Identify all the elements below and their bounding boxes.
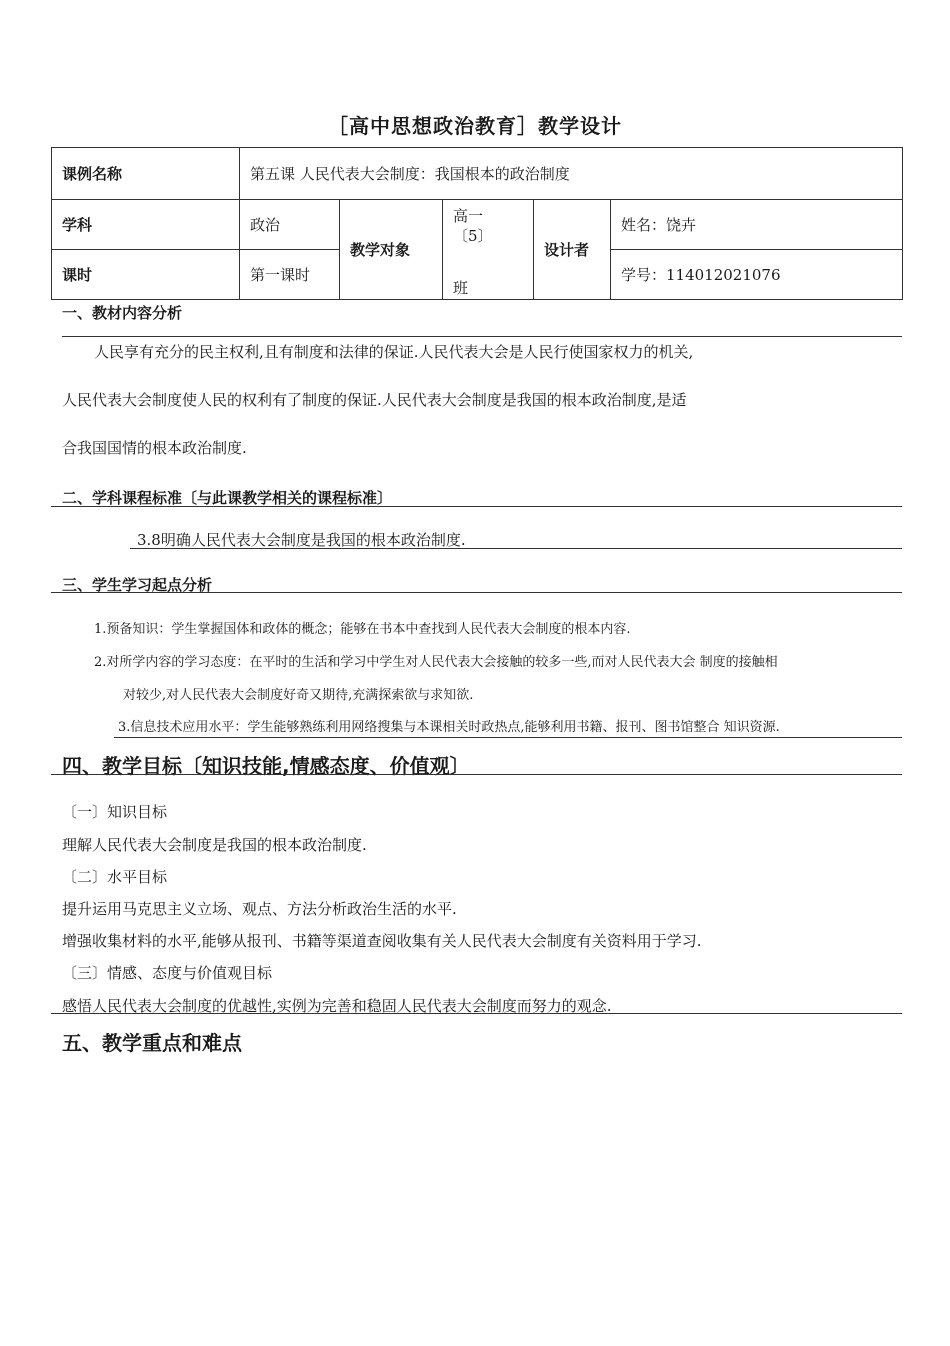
subject-value: 政治 xyxy=(240,200,340,250)
target-class-suffix: 班 xyxy=(453,279,469,297)
section-2-standard-rule xyxy=(130,548,902,549)
section-1-paragraph-line-3: 合我国国情的根本政治制度. xyxy=(62,439,247,457)
section-2-standard: 3.8明确人民代表大会制度是我国的根本政治制度. xyxy=(137,531,466,549)
target-class-number: 〔5〕 xyxy=(453,227,493,245)
section-3-title: 三、学生学习起点分析 xyxy=(62,576,213,594)
section-2-rule xyxy=(51,506,902,507)
section-4-subtitle-emotion: 〔三〕情感、态度与价值观目标 xyxy=(62,964,273,982)
section-4-rule xyxy=(51,774,902,775)
section-4-end-rule xyxy=(51,1013,902,1014)
section-1-paragraph-line-1: 人民享有充分的民主权利,且有制度和法律的保证.人民代表大会是人民行使国家权力的机关, xyxy=(94,343,694,361)
section-4-subtitle-knowledge: 〔一〕知识目标 xyxy=(62,803,168,821)
subject-label: 学科 xyxy=(52,200,240,250)
section-2-title: 二、学科课程标准〔与此课教学相关的课程标准〕 xyxy=(62,489,393,507)
section-3-item-3: 3.信息技术应用水平：学生能够熟练利用网络搜集与本课相关时政热点,能够利用书籍、报刊、图书馆整合 知识资源. xyxy=(118,720,780,735)
section-3-item-2-line-1: 2.对所学内容的学习态度：在平时的生活和学习中学生对人民代表大会接触的较多一些,而对人民代表大会 制度的接触相 xyxy=(94,655,778,670)
section-1-rule xyxy=(62,336,902,337)
section-4-knowledge-goal: 理解人民代表大会制度是我国的根本政治制度. xyxy=(62,836,367,854)
section-4-ability-goal-1: 提升运用马克思主义立场、观点、方法分析政治生活的水平. xyxy=(62,900,457,918)
teaching-target-value xyxy=(443,200,534,300)
designer-student-id: 学号：114012021076 xyxy=(611,250,903,300)
page-title: ［高中思想政治教育］教学设计 xyxy=(328,114,622,138)
course-name-label: 课例名称 xyxy=(52,148,240,200)
section-5-title: 五、教学重点和难点 xyxy=(62,1031,242,1055)
course-info-table xyxy=(51,147,903,300)
section-4-emotion-goal: 感悟人民代表大会制度的优越性,实例为完善和稳固人民代表大会制度而努力的观念. xyxy=(62,997,612,1015)
section-3-item-rule xyxy=(114,737,902,738)
course-name-value: 第五课 人民代表大会制度：我国根本的政治制度 xyxy=(240,148,903,200)
designer-label: 设计者 xyxy=(534,200,611,300)
section-3-rule xyxy=(51,592,902,593)
section-4-ability-goal-2: 增强收集材料的水平,能够从报刊、书籍等渠道查阅收集有关人民代表大会制度有关资料用于学习. xyxy=(62,932,702,950)
section-1-paragraph-line-2: 人民代表大会制度使人民的权利有了制度的保证.人民代表大会制度是我国的根本政治制度,是适 xyxy=(62,391,687,409)
section-4-subtitle-ability: 〔二〕水平目标 xyxy=(62,868,168,886)
section-3-item-1: 1.预备知识：学生掌握国体和政体的概念；能够在书本中查找到人民代表大会制度的根本内容. xyxy=(94,622,631,637)
teaching-target-label: 教学对象 xyxy=(340,200,443,300)
section-1-title: 一、教材内容分析 xyxy=(62,304,183,322)
period-label: 课时 xyxy=(52,250,240,300)
target-grade: 高一 xyxy=(453,207,484,225)
period-value: 第一课时 xyxy=(240,250,340,300)
section-3-item-2-line-2: 对较少,对人民代表大会制度好奇又期待,充满探索欲与求知欲. xyxy=(123,688,474,703)
section-4-title: 四、教学目标〔知识技能,情感态度、价值观〕 xyxy=(62,754,470,778)
designer-name: 姓名：饶卉 xyxy=(611,200,903,250)
